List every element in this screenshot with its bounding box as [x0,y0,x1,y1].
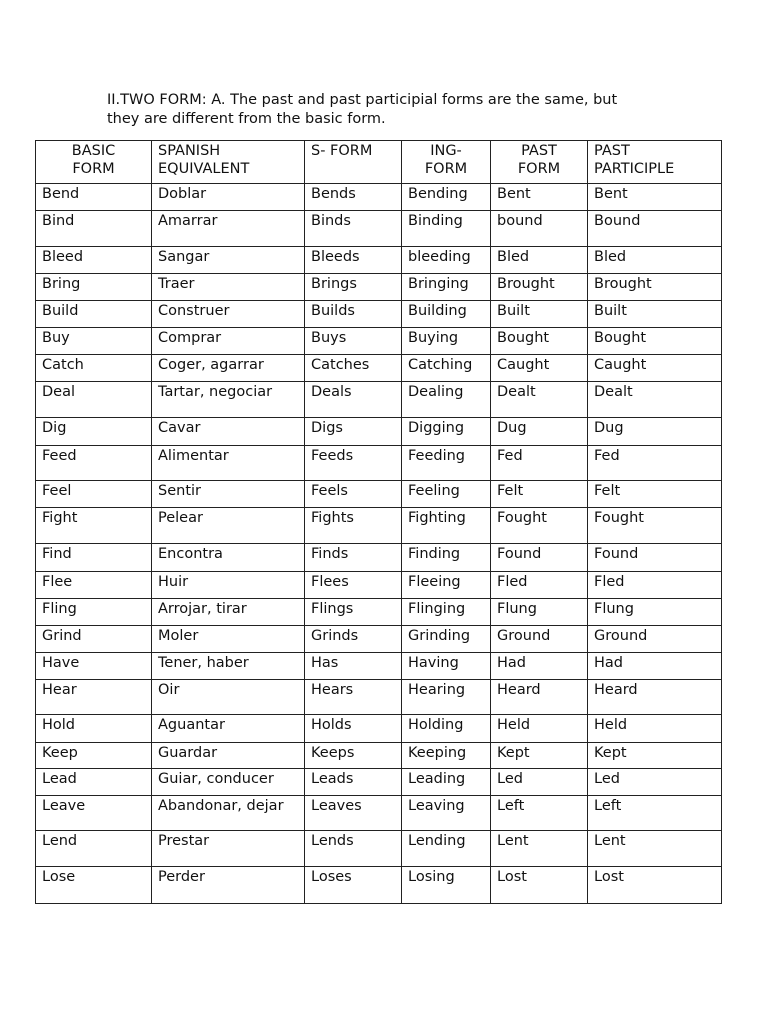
column-header [36,141,152,184]
table-body [36,184,722,904]
table-cell: Catching [402,355,491,382]
table-row [36,626,722,653]
table-cell: Bends [305,184,402,211]
verb-forms-table [35,140,722,904]
table-cell: Oir [152,680,305,715]
table-cell: Lent [491,831,588,867]
table-cell: Construer [152,301,305,328]
table-cell: Fights [305,508,402,544]
table-cell: Dig [36,418,152,446]
table-cell: Fling [36,599,152,626]
column-header-line-1: SPANISH [158,143,221,159]
table-cell: Hold [36,715,152,743]
table-cell: Huir [152,572,305,599]
table-row [36,544,722,572]
table-cell: Buys [305,328,402,355]
table-row [36,481,722,508]
table-cell: Encontra [152,544,305,572]
table-cell: Keep [36,743,152,769]
table-cell: Hears [305,680,402,715]
table-cell: Lose [36,867,152,904]
table-cell: Held [588,715,722,743]
table-cell: Bend [36,184,152,211]
table-cell: Had [491,653,588,680]
table-cell: Comprar [152,328,305,355]
table-cell: Feeling [402,481,491,508]
table-cell: Tartar, negociar [152,382,305,418]
table-cell: Pelear [152,508,305,544]
column-header [402,141,491,184]
column-header-line-1: PAST [594,143,630,159]
table-cell: Had [588,653,722,680]
table-row [36,867,722,904]
table-cell: Bled [491,247,588,274]
table-cell: Holds [305,715,402,743]
column-header-line-1: S- FORM [311,143,373,159]
table-cell: Perder [152,867,305,904]
table-cell: Tener, haber [152,653,305,680]
table-cell: Bound [588,211,722,247]
table-cell: Digging [402,418,491,446]
table-row [36,355,722,382]
table-cell: Catches [305,355,402,382]
table-cell: Dug [588,418,722,446]
table-cell: Flung [491,599,588,626]
table-cell: Builds [305,301,402,328]
table-cell: Ground [491,626,588,653]
table-row [36,211,722,247]
table-cell: Find [36,544,152,572]
table-cell: Built [491,301,588,328]
heading-line-1: II.TWO FORM: A. The past and past participial forms are the same, but [107,92,618,108]
table-row [36,831,722,867]
table-cell: Binds [305,211,402,247]
table-cell: Held [491,715,588,743]
table-cell: Lead [36,769,152,796]
table-cell: Found [588,544,722,572]
column-header [491,141,588,184]
table-cell: Flee [36,572,152,599]
table-cell: Flung [588,599,722,626]
column-header-line-2: FORM [517,161,561,177]
table-cell: Leave [36,796,152,831]
table-row [36,247,722,274]
table-cell: Caught [491,355,588,382]
table-cell: Build [36,301,152,328]
heading-line-2: they are different from the basic form. [107,111,386,127]
table-cell: Traer [152,274,305,301]
table-cell: Bought [491,328,588,355]
table-cell: Hearing [402,680,491,715]
table-cell: Doblar [152,184,305,211]
table-row [36,769,722,796]
table-cell: Fighting [402,508,491,544]
table-cell: Alimentar [152,446,305,481]
table-cell: Sentir [152,481,305,508]
table-row [36,680,722,715]
table-cell: Dealt [491,382,588,418]
table-row [36,599,722,626]
table-row [36,796,722,831]
table-cell: Led [491,769,588,796]
table-cell: Bringing [402,274,491,301]
column-header [305,141,402,184]
table-cell: Buy [36,328,152,355]
table-cell: Led [588,769,722,796]
table-cell: Cavar [152,418,305,446]
table-cell: Heard [588,680,722,715]
table-cell: Leading [402,769,491,796]
table-cell: Grinding [402,626,491,653]
table-cell: Fought [588,508,722,544]
table-row [36,653,722,680]
table-cell: Bleeds [305,247,402,274]
table-cell: Fled [491,572,588,599]
table-cell: Digs [305,418,402,446]
column-header-line-2: FORM [72,161,115,177]
table-row [36,743,722,769]
table-cell: Bring [36,274,152,301]
table-row [36,274,722,301]
column-header-line-1: PAST [521,143,557,159]
table-cell: Heard [491,680,588,715]
table-cell: Brought [588,274,722,301]
table-cell: Built [588,301,722,328]
column-header [588,141,722,184]
table-cell: Lost [491,867,588,904]
document-heading [107,91,667,129]
table-cell: Catch [36,355,152,382]
table-cell: bleeding [402,247,491,274]
table-row [36,301,722,328]
table-cell: Brings [305,274,402,301]
table-cell: Left [491,796,588,831]
table-cell: Have [36,653,152,680]
table-cell: Ground [588,626,722,653]
table-cell: Dealing [402,382,491,418]
table-cell: Lending [402,831,491,867]
table-cell: Fought [491,508,588,544]
table-cell: Feed [36,446,152,481]
table-cell: Grind [36,626,152,653]
table-cell: Feeds [305,446,402,481]
table-cell: Left [588,796,722,831]
table-cell: Prestar [152,831,305,867]
table-cell: Bled [588,247,722,274]
table-cell: Binding [402,211,491,247]
table-row [36,508,722,544]
table-cell: Grinds [305,626,402,653]
table-cell: bound [491,211,588,247]
table-cell: Losing [402,867,491,904]
table-cell: Bending [402,184,491,211]
table-row [36,184,722,211]
table-cell: Loses [305,867,402,904]
table-cell: Lend [36,831,152,867]
table-cell: Kept [588,743,722,769]
table-cell: Caught [588,355,722,382]
table-row [36,382,722,418]
table-cell: Brought [491,274,588,301]
table-cell: Felt [491,481,588,508]
table-cell: Fed [588,446,722,481]
table-header [36,141,722,184]
table-cell: Guiar, conducer [152,769,305,796]
table-cell: Keeps [305,743,402,769]
column-header-line-2: PARTICIPLE [594,161,675,177]
table-cell: Has [305,653,402,680]
table-cell: Building [402,301,491,328]
table-cell: Lent [588,831,722,867]
table-cell: Finds [305,544,402,572]
table-cell: Aguantar [152,715,305,743]
table-cell: Bind [36,211,152,247]
table-cell: Feel [36,481,152,508]
table-cell: Feeding [402,446,491,481]
table-cell: Fed [491,446,588,481]
table-cell: Flinging [402,599,491,626]
table-cell: Fleeing [402,572,491,599]
table-row [36,715,722,743]
table-cell: Having [402,653,491,680]
table-cell: Arrojar, tirar [152,599,305,626]
table-cell: Amarrar [152,211,305,247]
table-cell: Kept [491,743,588,769]
table-cell: Flings [305,599,402,626]
table-cell: Deal [36,382,152,418]
table-row [36,418,722,446]
table-cell: Felt [588,481,722,508]
table-row [36,328,722,355]
table-cell: Leaving [402,796,491,831]
column-header-line-1: BASIC [71,143,116,159]
table-cell: Deals [305,382,402,418]
table-cell: Leaves [305,796,402,831]
table-cell: Keeping [402,743,491,769]
table-cell: Moler [152,626,305,653]
table-row [36,572,722,599]
column-header-line-2: EQUIVALENT [158,161,250,177]
table-cell: Bought [588,328,722,355]
table-cell: Finding [402,544,491,572]
table-cell: Lost [588,867,722,904]
table-cell: Holding [402,715,491,743]
table-cell: Hear [36,680,152,715]
table-cell: Leads [305,769,402,796]
column-header-line-1: ING- [430,143,462,159]
table-cell: Found [491,544,588,572]
table-row [36,446,722,481]
table-cell: Abandonar, dejar [152,796,305,831]
table-cell: Buying [402,328,491,355]
table-cell: Fight [36,508,152,544]
table-cell: Dealt [588,382,722,418]
table-cell: Sangar [152,247,305,274]
table-cell: Fled [588,572,722,599]
column-header-line-2: FORM [424,161,468,177]
table-cell: Guardar [152,743,305,769]
table-cell: Feels [305,481,402,508]
table-cell: Dug [491,418,588,446]
table-cell: Lends [305,831,402,867]
header-row [36,141,722,184]
table-cell: Flees [305,572,402,599]
table-cell: Bleed [36,247,152,274]
table-cell: Coger, agarrar [152,355,305,382]
table-cell: Bent [588,184,722,211]
table-cell: Bent [491,184,588,211]
column-header [152,141,305,184]
